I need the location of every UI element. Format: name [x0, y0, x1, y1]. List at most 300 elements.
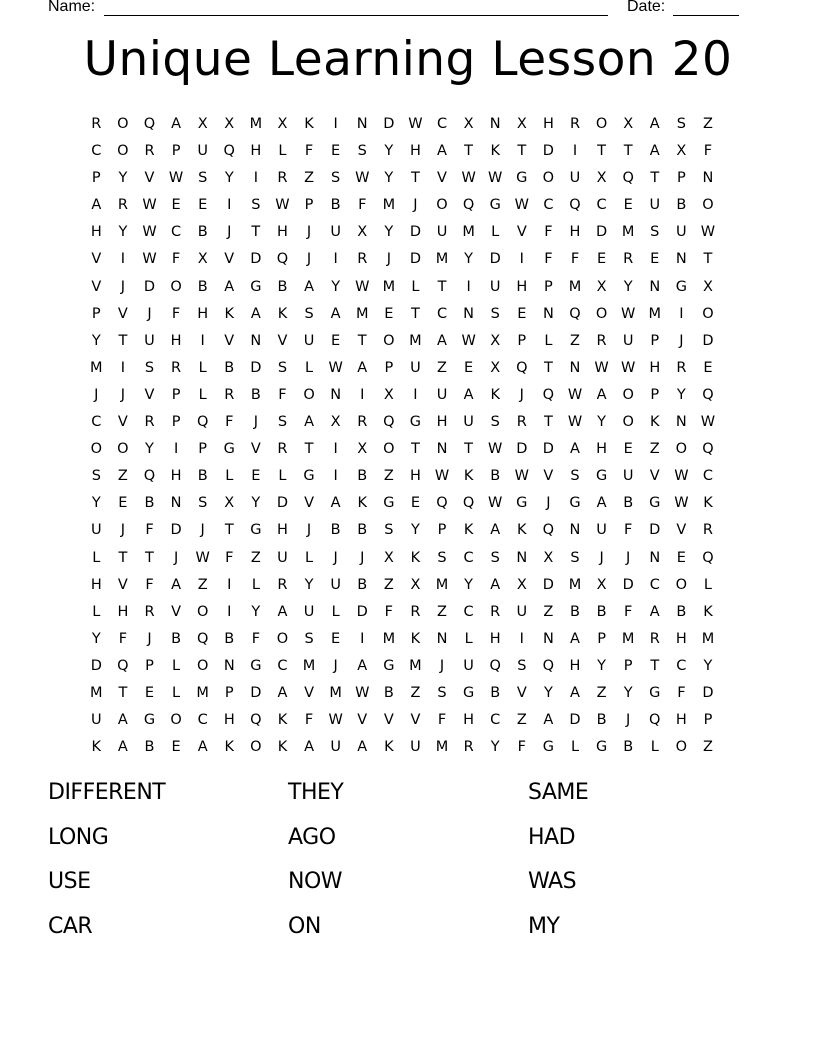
grid-letter[interactable]: K — [357, 495, 367, 512]
grid-letter[interactable]: V — [224, 251, 235, 268]
grid-letter[interactable]: A — [277, 603, 288, 620]
grid-letter[interactable]: L — [650, 739, 659, 756]
grid-letter[interactable]: N — [436, 441, 448, 458]
grid-letter[interactable]: S — [490, 414, 500, 431]
grid-letter[interactable]: W — [488, 441, 503, 458]
grid-letter[interactable]: Q — [276, 251, 289, 268]
grid-letter[interactable]: D — [250, 684, 262, 701]
grid-letter[interactable]: A — [304, 739, 314, 756]
grid-letter[interactable]: N — [250, 332, 262, 349]
grid-letter[interactable]: T — [410, 305, 420, 322]
grid-letter[interactable]: H — [277, 522, 288, 539]
grid-letter[interactable]: N — [675, 414, 687, 431]
grid-letter[interactable]: R — [463, 739, 474, 756]
grid-letter[interactable]: M — [568, 576, 582, 593]
grid-letter[interactable]: P — [650, 386, 660, 403]
grid-letter[interactable]: B — [197, 278, 208, 295]
grid-letter[interactable]: R — [410, 603, 421, 620]
grid-letter[interactable]: M — [435, 251, 449, 268]
grid-letter[interactable]: J — [599, 549, 604, 566]
grid-letter[interactable]: M — [249, 116, 263, 132]
grid-letter[interactable]: J — [120, 386, 126, 403]
grid-letter[interactable]: U — [330, 224, 341, 241]
grid-letter[interactable]: Z — [437, 603, 447, 620]
grid-letter[interactable]: Y — [304, 576, 314, 593]
grid-letter[interactable]: T — [118, 684, 128, 701]
grid-letter[interactable]: B — [357, 468, 368, 485]
grid-letter[interactable]: H — [250, 143, 262, 160]
grid-letter[interactable]: T — [597, 143, 606, 160]
grid-letter[interactable]: A — [91, 197, 102, 214]
grid-letter[interactable]: E — [596, 251, 607, 268]
grid-letter[interactable]: O — [196, 603, 209, 620]
grid-letter[interactable]: L — [411, 278, 420, 295]
grid-letter[interactable]: Q — [622, 170, 634, 187]
grid-letter[interactable]: X — [463, 116, 474, 132]
grid-letter[interactable]: T — [543, 359, 553, 376]
grid-letter[interactable]: F — [544, 224, 553, 241]
grid-letter[interactable]: E — [623, 197, 633, 214]
grid-letter[interactable]: V — [357, 712, 368, 729]
grid-letter[interactable]: D — [542, 576, 554, 593]
grid-letter[interactable]: A — [171, 116, 182, 132]
grid-letter[interactable]: W — [355, 170, 370, 187]
grid-letter[interactable]: D — [409, 224, 421, 241]
grid-letter[interactable]: Q — [462, 197, 475, 214]
grid-letter[interactable]: R — [91, 116, 102, 132]
grid-letter[interactable]: A — [277, 684, 288, 701]
grid-letter[interactable]: R — [596, 332, 607, 349]
grid-letter[interactable]: Y — [145, 441, 154, 458]
grid-letter[interactable]: Q — [542, 386, 555, 403]
grid-letter[interactable]: T — [650, 170, 660, 187]
grid-letter[interactable]: P — [703, 712, 713, 729]
grid-letter[interactable]: G — [542, 739, 555, 756]
grid-letter[interactable]: A — [570, 684, 580, 701]
grid-letter[interactable]: B — [197, 224, 208, 241]
grid-letter[interactable]: S — [676, 116, 686, 132]
grid-letter[interactable]: D — [649, 522, 661, 539]
grid-letter[interactable]: V — [410, 712, 421, 729]
grid-letter[interactable]: V — [91, 251, 102, 268]
grid-letter[interactable]: H — [463, 712, 475, 729]
grid-letter[interactable]: K — [410, 549, 421, 566]
grid-letter[interactable]: C — [197, 712, 208, 729]
grid-letter[interactable]: I — [466, 278, 471, 295]
grid-letter[interactable]: U — [303, 603, 315, 620]
grid-letter[interactable]: M — [382, 278, 396, 295]
grid-letter[interactable]: J — [227, 224, 232, 241]
grid-letter[interactable]: Y — [464, 251, 474, 268]
grid-letter[interactable]: U — [330, 576, 341, 593]
grid-letter[interactable]: H — [649, 359, 661, 376]
grid-letter[interactable]: A — [490, 576, 501, 593]
grid-letter[interactable]: J — [626, 712, 631, 729]
grid-letter[interactable]: O — [250, 739, 262, 756]
grid-letter[interactable]: I — [413, 386, 418, 403]
date-blank-line[interactable] — [673, 0, 739, 16]
grid-letter[interactable]: G — [649, 684, 661, 701]
grid-letter[interactable]: L — [225, 468, 234, 485]
grid-letter[interactable]: M — [621, 224, 635, 241]
grid-letter[interactable]: X — [516, 116, 527, 132]
grid-letter[interactable]: B — [357, 522, 368, 539]
grid-letter[interactable]: O — [675, 739, 688, 756]
grid-letter[interactable]: J — [413, 197, 418, 214]
grid-letter[interactable]: Q — [143, 116, 156, 132]
grid-letter[interactable]: G — [409, 414, 422, 431]
grid-letter[interactable]: V — [144, 386, 155, 403]
grid-letter[interactable]: Y — [597, 657, 606, 674]
grid-letter[interactable]: D — [702, 684, 714, 701]
grid-letter[interactable]: S — [331, 170, 341, 187]
grid-letter[interactable]: N — [463, 305, 475, 322]
grid-letter[interactable]: A — [117, 712, 128, 729]
grid-letter[interactable]: Y — [623, 278, 633, 295]
grid-letter[interactable]: D — [569, 712, 581, 729]
grid-letter[interactable]: A — [649, 116, 660, 132]
grid-letter[interactable]: M — [409, 332, 422, 349]
grid-letter[interactable]: X — [277, 116, 288, 132]
grid-letter[interactable]: W — [168, 170, 184, 187]
grid-letter[interactable]: E — [198, 197, 208, 214]
grid-letter[interactable]: N — [542, 305, 554, 322]
grid-letter[interactable]: J — [147, 305, 152, 322]
grid-letter[interactable]: O — [303, 386, 315, 403]
grid-letter[interactable]: L — [544, 332, 553, 349]
grid-letter[interactable]: L — [172, 657, 181, 674]
grid-letter[interactable]: P — [676, 170, 686, 187]
grid-letter[interactable]: E — [144, 684, 155, 701]
grid-letter[interactable]: F — [145, 522, 154, 539]
grid-letter[interactable]: Q — [196, 414, 209, 431]
grid-letter[interactable]: I — [173, 441, 179, 458]
grid-letter[interactable]: Q — [649, 712, 661, 729]
grid-letter[interactable]: K — [277, 712, 288, 729]
grid-letter[interactable]: T — [304, 441, 314, 458]
grid-letter[interactable]: G — [383, 495, 395, 512]
grid-letter[interactable]: U — [144, 332, 155, 349]
grid-letter[interactable]: O — [383, 332, 395, 349]
grid-letter[interactable]: D — [702, 332, 714, 349]
grid-letter[interactable]: F — [304, 712, 314, 729]
grid-letter[interactable]: M — [382, 197, 396, 214]
grid-letter[interactable]: F — [171, 251, 181, 268]
grid-letter[interactable]: Y — [543, 684, 553, 701]
grid-letter[interactable]: S — [437, 684, 447, 701]
grid-letter[interactable]: P — [171, 143, 181, 160]
grid-letter[interactable]: N — [569, 359, 581, 376]
grid-letter[interactable]: N — [649, 278, 661, 295]
grid-letter[interactable]: Z — [437, 359, 447, 376]
grid-letter[interactable]: B — [330, 197, 341, 214]
grid-letter[interactable]: R — [676, 359, 687, 376]
grid-letter[interactable]: L — [92, 549, 101, 566]
grid-letter[interactable]: D — [595, 224, 608, 241]
grid-letter[interactable]: X — [702, 278, 713, 295]
grid-letter[interactable]: U — [622, 332, 634, 349]
grid-letter[interactable]: Z — [543, 603, 554, 620]
grid-letter[interactable]: K — [703, 603, 713, 620]
grid-letter[interactable]: A — [570, 630, 580, 647]
grid-letter[interactable]: X — [383, 549, 394, 566]
grid-letter[interactable]: N — [223, 657, 235, 674]
grid-letter[interactable]: D — [622, 576, 634, 593]
grid-letter[interactable]: N — [542, 630, 554, 647]
grid-letter[interactable]: Z — [702, 116, 713, 132]
grid-letter[interactable]: Q — [569, 197, 581, 214]
grid-letter[interactable]: O — [622, 386, 634, 403]
grid-letter[interactable]: J — [306, 224, 312, 241]
grid-letter[interactable]: G — [489, 197, 501, 214]
grid-letter[interactable]: A — [543, 712, 554, 729]
grid-letter[interactable]: W — [514, 197, 529, 214]
grid-letter[interactable]: G — [595, 468, 608, 485]
grid-letter[interactable]: R — [144, 143, 155, 160]
grid-letter[interactable]: W — [195, 549, 210, 566]
grid-letter[interactable]: D — [250, 359, 262, 376]
grid-letter[interactable]: B — [357, 576, 368, 593]
grid-letter[interactable]: N — [330, 386, 342, 403]
grid-letter[interactable]: D — [542, 143, 554, 160]
grid-letter[interactable]: F — [358, 197, 367, 214]
grid-letter[interactable]: X — [490, 332, 501, 349]
grid-letter[interactable]: W — [674, 495, 689, 512]
grid-letter[interactable]: J — [386, 251, 391, 268]
grid-letter[interactable]: O — [702, 305, 714, 322]
grid-letter[interactable]: A — [357, 657, 368, 674]
grid-letter[interactable]: A — [357, 359, 368, 376]
grid-letter[interactable]: S — [277, 359, 288, 376]
grid-letter[interactable]: F — [437, 712, 447, 729]
grid-letter[interactable]: H — [90, 576, 102, 593]
grid-letter[interactable]: D — [516, 441, 528, 458]
grid-letter[interactable]: J — [519, 386, 524, 403]
grid-letter[interactable]: H — [596, 441, 608, 458]
grid-letter[interactable]: N — [569, 522, 581, 539]
grid-letter[interactable]: I — [519, 630, 524, 647]
grid-letter[interactable]: Q — [516, 359, 528, 376]
grid-letter[interactable]: Y — [410, 522, 420, 539]
grid-letter[interactable]: V — [117, 414, 128, 431]
grid-letter[interactable]: A — [649, 143, 660, 160]
grid-letter[interactable]: X — [410, 576, 421, 593]
grid-letter[interactable]: C — [436, 116, 448, 132]
grid-letter[interactable]: X — [543, 549, 554, 566]
grid-letter[interactable]: E — [331, 630, 341, 647]
grid-letter[interactable]: T — [464, 441, 474, 458]
grid-letter[interactable]: P — [224, 684, 234, 701]
grid-letter[interactable]: W — [142, 224, 157, 241]
grid-letter[interactable]: A — [596, 495, 607, 512]
grid-letter[interactable]: D — [383, 116, 395, 132]
grid-letter[interactable]: J — [439, 657, 445, 674]
grid-letter[interactable]: G — [569, 495, 581, 512]
grid-letter[interactable]: Q — [383, 414, 395, 431]
grid-letter[interactable]: C — [91, 414, 102, 431]
grid-letter[interactable]: Q — [223, 143, 235, 160]
grid-letter[interactable]: U — [622, 468, 634, 485]
grid-letter[interactable]: U — [463, 414, 474, 431]
grid-letter[interactable]: C — [463, 603, 474, 620]
grid-letter[interactable]: V — [144, 170, 155, 187]
grid-letter[interactable]: X — [357, 224, 368, 241]
grid-letter[interactable]: H — [170, 468, 182, 485]
grid-letter[interactable]: K — [703, 495, 713, 512]
grid-letter[interactable]: E — [331, 143, 341, 160]
grid-letter[interactable]: R — [357, 414, 368, 431]
grid-letter[interactable]: L — [198, 359, 207, 376]
grid-letter[interactable]: S — [570, 549, 580, 566]
grid-letter[interactable]: W — [142, 197, 157, 214]
grid-letter[interactable]: Q — [489, 657, 501, 674]
grid-letter[interactable]: W — [488, 495, 503, 512]
grid-letter[interactable]: B — [144, 495, 155, 512]
grid-letter[interactable]: V — [277, 332, 288, 349]
grid-letter[interactable]: K — [463, 468, 474, 485]
grid-letter[interactable]: A — [304, 278, 314, 295]
grid-letter[interactable]: Z — [117, 468, 128, 485]
grid-letter[interactable]: V — [304, 495, 314, 512]
grid-letter[interactable]: F — [145, 576, 154, 593]
grid-letter[interactable]: R — [569, 116, 581, 132]
grid-letter[interactable]: S — [198, 170, 208, 187]
grid-letter[interactable]: M — [701, 630, 715, 647]
grid-letter[interactable]: R — [277, 576, 288, 593]
grid-letter[interactable]: E — [676, 549, 686, 566]
grid-letter[interactable]: T — [703, 251, 713, 268]
grid-letter[interactable]: F — [517, 739, 526, 756]
grid-letter[interactable]: D — [489, 251, 501, 268]
grid-letter[interactable]: S — [437, 549, 447, 566]
grid-letter[interactable]: T — [224, 522, 234, 539]
grid-letter[interactable]: W — [355, 684, 370, 701]
grid-letter[interactable]: P — [171, 414, 181, 431]
grid-letter[interactable]: F — [384, 603, 393, 620]
grid-letter[interactable]: J — [253, 414, 258, 431]
grid-letter[interactable]: G — [649, 495, 661, 512]
grid-letter[interactable]: P — [198, 441, 208, 458]
grid-letter[interactable]: K — [410, 630, 421, 647]
grid-letter[interactable]: Y — [384, 143, 394, 160]
grid-letter[interactable]: U — [90, 712, 102, 729]
grid-letter[interactable]: Q — [542, 522, 555, 539]
grid-letter[interactable]: A — [463, 386, 474, 403]
grid-letter[interactable]: D — [90, 657, 102, 674]
grid-letter[interactable]: F — [251, 630, 261, 647]
grid-letter[interactable]: V — [171, 603, 182, 620]
grid-letter[interactable]: I — [519, 251, 524, 268]
grid-letter[interactable]: S — [384, 522, 394, 539]
grid-letter[interactable]: C — [649, 576, 660, 593]
grid-letter[interactable]: U — [489, 278, 501, 295]
grid-letter[interactable]: L — [570, 739, 580, 756]
grid-letter[interactable]: S — [277, 414, 288, 431]
grid-letter[interactable]: Y — [703, 657, 713, 674]
grid-letter[interactable]: V — [117, 305, 128, 322]
grid-letter[interactable]: P — [544, 278, 553, 295]
grid-letter[interactable]: B — [171, 630, 182, 647]
grid-letter[interactable]: P — [650, 332, 660, 349]
grid-letter[interactable]: W — [355, 278, 370, 295]
grid-letter[interactable]: R — [277, 170, 288, 187]
grid-letter[interactable]: T — [145, 549, 154, 566]
grid-letter[interactable]: W — [674, 468, 689, 485]
grid-letter[interactable]: J — [306, 522, 312, 539]
grid-letter[interactable]: O — [542, 170, 555, 187]
grid-letter[interactable]: T — [623, 143, 633, 160]
grid-letter[interactable]: M — [621, 630, 635, 647]
grid-letter[interactable]: P — [171, 386, 181, 403]
grid-letter[interactable]: M — [302, 657, 316, 674]
grid-letter[interactable]: M — [435, 739, 449, 756]
grid-letter[interactable]: H — [569, 657, 581, 674]
grid-letter[interactable]: I — [360, 630, 365, 647]
grid-letter[interactable]: P — [623, 657, 633, 674]
grid-letter[interactable]: U — [410, 739, 421, 756]
grid-letter[interactable]: R — [224, 386, 235, 403]
grid-letter[interactable]: X — [330, 414, 341, 431]
grid-letter[interactable]: U — [463, 657, 474, 674]
grid-letter[interactable]: F — [570, 251, 580, 268]
grid-letter[interactable]: C — [91, 143, 102, 160]
grid-letter[interactable]: B — [623, 495, 634, 512]
grid-letter[interactable]: M — [90, 359, 103, 376]
grid-letter[interactable]: X — [516, 576, 527, 593]
grid-letter[interactable]: S — [650, 224, 660, 241]
grid-letter[interactable]: V — [224, 332, 235, 349]
grid-letter[interactable]: M — [329, 684, 342, 701]
grid-letter[interactable]: L — [172, 684, 181, 701]
grid-letter[interactable]: U — [516, 603, 528, 620]
grid-letter[interactable]: F — [171, 305, 181, 322]
grid-letter[interactable]: Z — [250, 549, 261, 566]
grid-letter[interactable]: V — [383, 712, 394, 729]
grid-letter[interactable]: A — [437, 143, 447, 160]
grid-letter[interactable]: V — [117, 576, 128, 593]
grid-letter[interactable]: V — [437, 170, 447, 187]
grid-letter[interactable]: J — [94, 386, 99, 403]
grid-letter[interactable]: K — [650, 414, 660, 431]
grid-letter[interactable]: W — [461, 170, 476, 187]
grid-letter[interactable]: K — [224, 305, 235, 322]
grid-letter[interactable]: Q — [462, 495, 475, 512]
grid-letter[interactable]: N — [356, 116, 368, 132]
grid-letter[interactable]: C — [463, 549, 474, 566]
grid-letter[interactable]: C — [171, 224, 182, 241]
grid-letter[interactable]: J — [120, 278, 126, 295]
grid-letter[interactable]: P — [437, 522, 447, 539]
grid-letter[interactable]: O — [170, 712, 182, 729]
grid-letter[interactable]: I — [227, 197, 232, 214]
grid-letter[interactable]: G — [250, 522, 262, 539]
grid-letter[interactable]: Z — [570, 332, 580, 349]
grid-letter[interactable]: Z — [516, 712, 527, 729]
grid-letter[interactable]: T — [410, 441, 420, 458]
grid-letter[interactable]: G — [462, 684, 475, 701]
grid-letter[interactable]: O — [90, 441, 102, 458]
grid-letter[interactable]: I — [333, 251, 338, 268]
grid-letter[interactable]: A — [224, 278, 235, 295]
grid-letter[interactable]: Q — [143, 468, 156, 485]
grid-letter[interactable]: Y — [91, 630, 101, 647]
grid-letter[interactable]: M — [355, 305, 369, 322]
grid-letter[interactable]: W — [567, 414, 583, 431]
grid-letter[interactable]: W — [408, 116, 423, 132]
grid-letter[interactable]: H — [436, 414, 448, 431]
grid-letter[interactable]: A — [304, 414, 314, 431]
grid-letter[interactable]: B — [250, 386, 261, 403]
